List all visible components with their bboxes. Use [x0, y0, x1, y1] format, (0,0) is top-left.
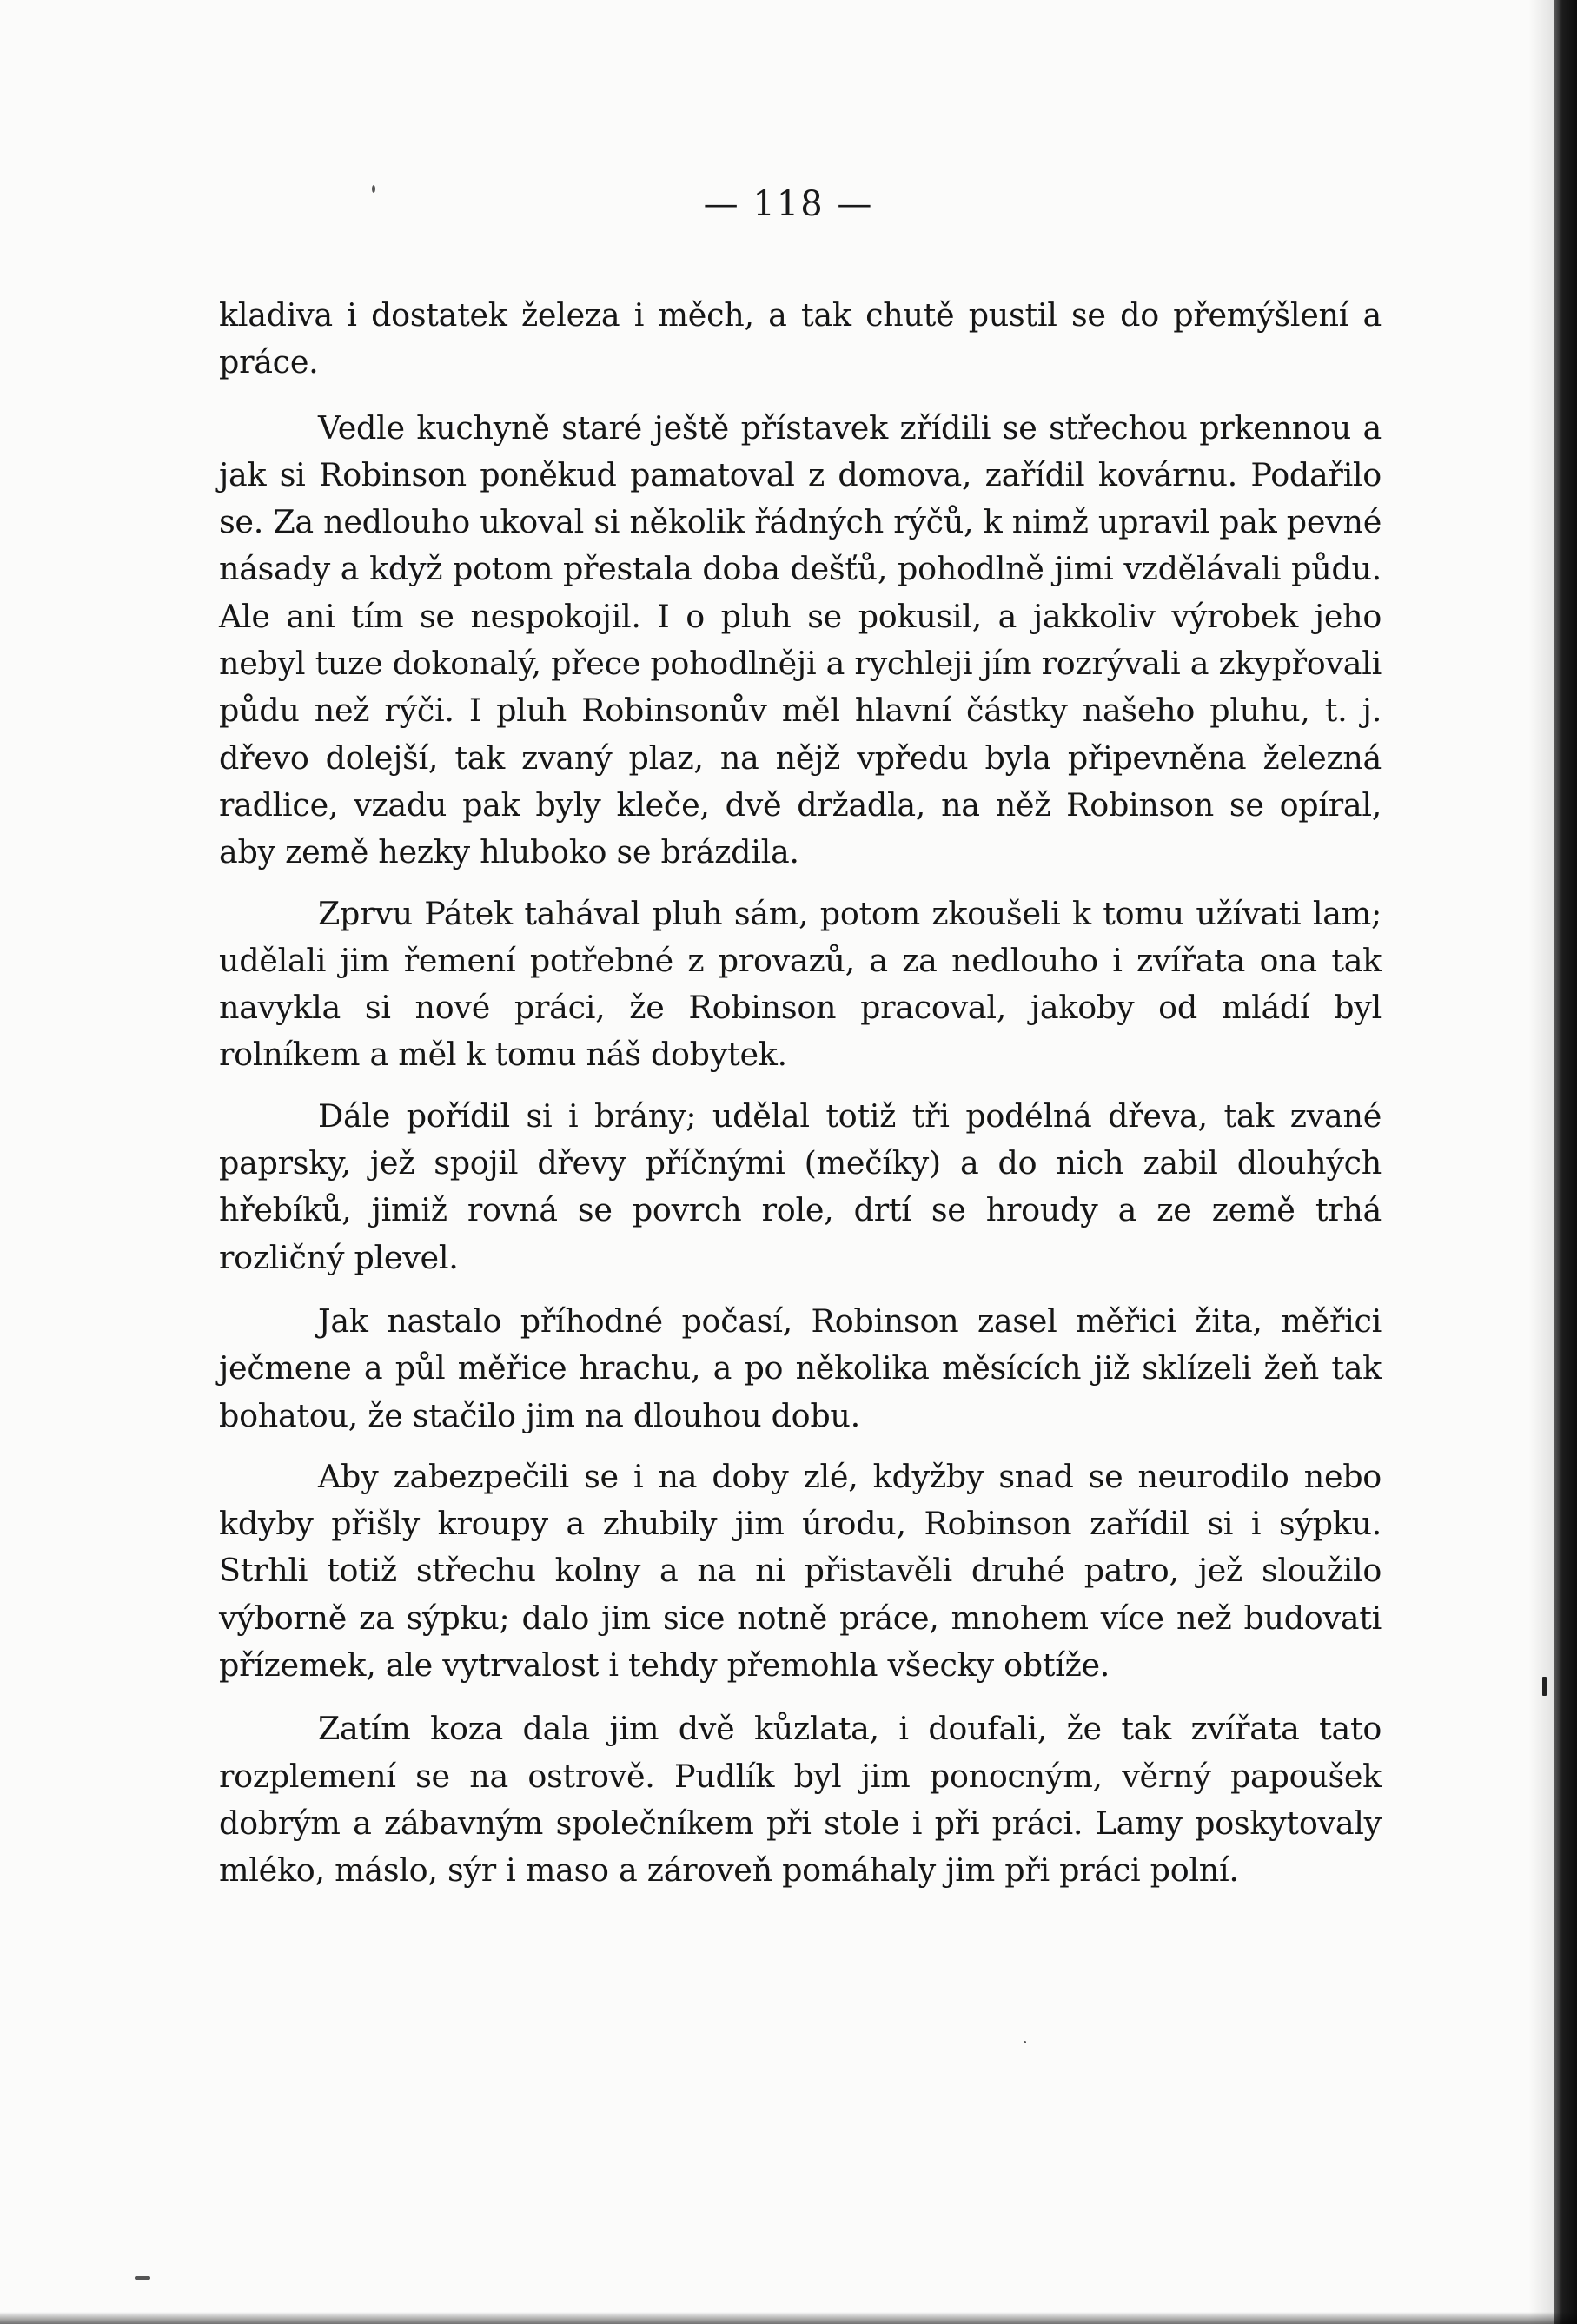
bottom-edge — [0, 2312, 1577, 2324]
binding-shadow — [1528, 0, 1554, 2324]
paragraph: Jak nastalo příhodné počasí, Robinson zasel měřici žita, měřici ječmene a půl měřice hrachu, a po několika měsících již sklízeli žeň tak bohatou, že stačilo jim na dlouhou dobu. — [219, 1301, 1382, 1434]
ink-speck — [1542, 1677, 1547, 1696]
paragraph: Vedle kuchyně staré ještě přístavek zřídili se střechou prkennou a jak si Robinson poněkud pamatoval z domova, zařídil kovárnu. Podařilo se. Za nedlouho ukoval si několik řádných rýčů, k nimž upravil pak pevné násady a když potom přestala doba dešťů, pohodlně jimi vzdělávali půdu. Ale ani tím se nespokojil. I o pluh se pokusil, a jakkoliv výrobek jeho nebyl tuze dokonalý, přece pohodlněji a rychleji jím rozrývali a zkypřovali půdu než rýči. I pluh Robinsonův měl hlavní částky našeho pluhu, t. j. dřevo dolejší, tak zvaný plaz, na nějž vpředu byla připevněna železná radlice, vzadu pak byly kleče, dvě držadla, na něž Robinson se opíral, aby země hezky hluboko se brázdila. — [219, 408, 1382, 871]
body-text — [219, 292, 1382, 1895]
paragraph: Zprvu Pátek tahával pluh sám, potom zkoušeli k tomu užívati lam; udělali jim řemení potřebné z provazů, a za nedlouho i zvířata ona tak navykla si nové práci, že Robinson pracoval, jakoby od mládí byl rolníkem a měl k tomu náš dobytek. — [219, 894, 1382, 1074]
paragraph: Zatím koza dala jim dvě kůzlata, i doufali, že tak zvířata tato rozplemení se na ostrově. Pudlík byl jim ponocným, věrný papoušek dobrým a zábavným společníkem při stole i při práci. Lamy poskytovaly mléko, máslo, sýr i maso a zároveň pomáhaly jim při práci polní. — [219, 1710, 1382, 1890]
paragraph: Aby zabezpečili se i na doby zlé, kdyžby snad se neurodilo nebo kdyby přišly kroupy a zhubily jim úrodu, Robinson zařídil si i sýpku. Strhli totiž střechu kolny a na ni přistavěli druhé patro, jež sloužilo výborně za sýpku; dalo jim sice notně práce, mnohem více než budovati přízemek, ale vytrvalost i tehdy přemohla všecky obtíže. — [219, 1457, 1382, 1685]
paragraph: kladiva i dostatek železa i měch, a tak chutě pustil se do přemýšlení a práce. — [219, 296, 1382, 381]
page-number: — 118 — — [703, 184, 874, 224]
paragraph: Dále pořídil si i brány; udělal totiž tři podélná dřeva, tak zvané paprsky, jež spojil dřevy příčnými (mečíky) a do nich zabil dlouhých hřebíků, jimiž rovná se povrch role, drtí se hroudy a ze země trhá rozličný plevel. — [219, 1096, 1382, 1276]
binding-edge — [1554, 0, 1577, 2324]
ink-speck — [1024, 2041, 1026, 2043]
ink-speck — [135, 2276, 150, 2280]
